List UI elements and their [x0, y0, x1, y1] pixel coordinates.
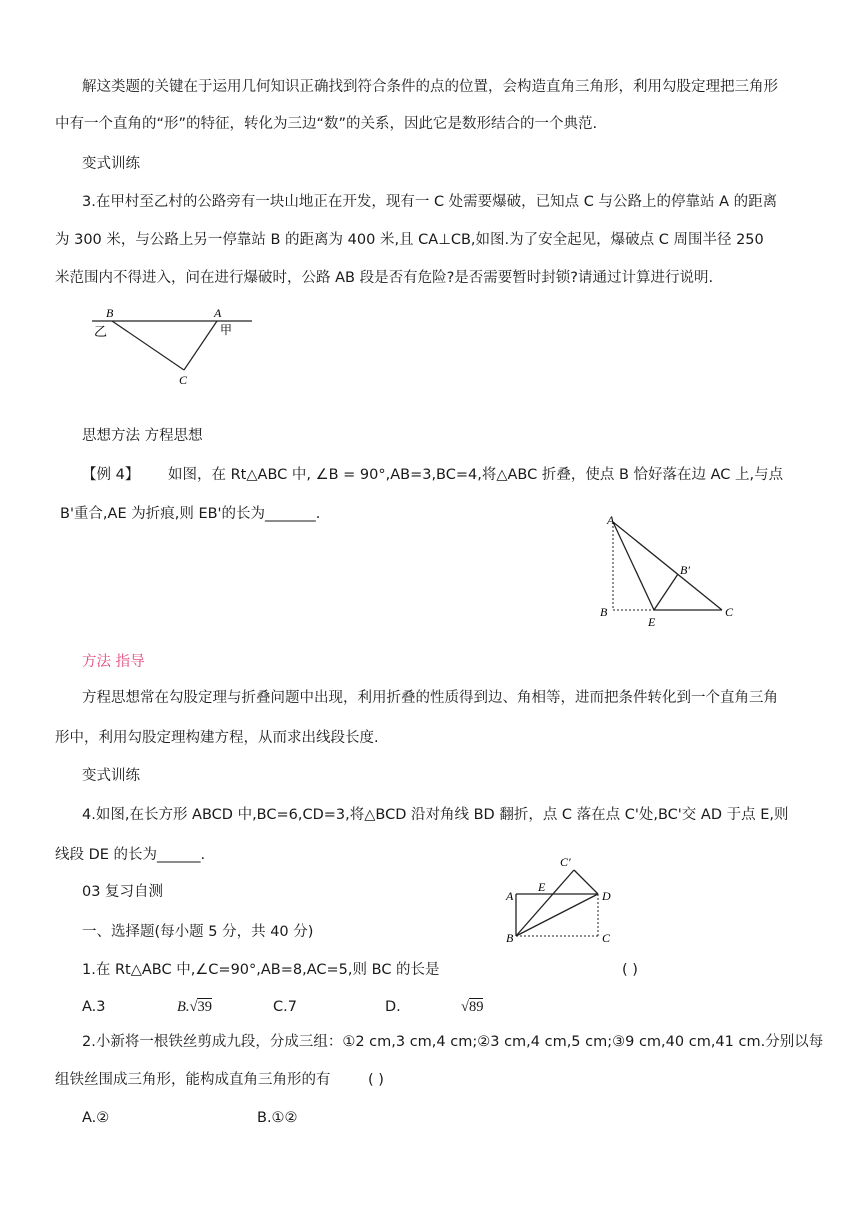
training-heading-2: 变式训练 [82, 768, 140, 784]
q3-line-3: 米范围内不得进入，问在进行爆破时，公路 AB 段是否有危险?是否需要暂时封锁?请通过计算进行说明. [55, 270, 714, 286]
ex4-fig-label-e: E [648, 615, 656, 629]
q2-option-a: A.② [82, 1110, 110, 1126]
guide-line-2: 形中，利用勾股定理构建方程，从而求出线段长度. [55, 730, 379, 746]
method-heading: 思想方法 方程思想 [82, 428, 203, 444]
q3-fig-label-b: B [106, 306, 114, 320]
example4-line-1: 如图，在 Rt△ABC 中, ∠B = 90°,AB=3,BC=4,将△ABC 折叠，使点 B 恰好落在边 AC 上,与点 [168, 467, 784, 483]
q4-line-1: 4.如图,在长方形 ABCD 中,BC=6,CD=3,将△BCD 沿对角线 BD 翻折，点 C 落在点 C'处,BC'交 AD 于点 E,则 [82, 807, 789, 823]
q3-fig-label-yi: 乙 [94, 325, 108, 340]
review-heading: 03 复习自测 [82, 884, 164, 900]
choice-heading: 一、选择题(每小题 5 分，共 40 分) [82, 924, 314, 940]
ex4-fig-label-bp: B′ [680, 563, 690, 577]
q1-option-c: C.7 [273, 999, 297, 1015]
ex4-fig-label-b: B [600, 605, 608, 619]
q3-figure [82, 300, 262, 390]
q4-fig-label-d: D [602, 889, 611, 903]
example4-line-2: B'重合,AE 为折痕,则 EB'的长为_______. [60, 506, 321, 522]
guide-line-1: 方程思想常在勾股定理与折叠问题中出现，利用折叠的性质得到边、角相等，进而把条件转化到一个直角三角 [82, 690, 778, 706]
intro-line-2: 中有一个直角的“形”的特征，转化为三边“数”的关系，因此它是数形结合的一个典范. [55, 116, 598, 132]
q1-option-d-value: 89 [468, 999, 484, 1015]
guide-heading: 方法 指导 [82, 654, 145, 670]
q1-option-b [177, 997, 212, 1017]
ex4-fig-label-a: A [607, 513, 615, 527]
q1-option-b-value: 39 [197, 999, 212, 1015]
q3-line-1: 3.在甲村至乙村的公路旁有一块山地正在开发，现有一 C 处需要爆破，已知点 C 与公路上的停靠站 A 的距离 [82, 194, 778, 210]
q2-answer-paren: ( ) [368, 1072, 384, 1088]
q2-option-b: B.①② [257, 1110, 298, 1126]
training-heading-1: 变式训练 [82, 156, 140, 172]
sqrt-icon: √ [461, 999, 469, 1015]
q4-fig-label-c: C [602, 931, 611, 945]
q2-line-1: 2.小新将一根铁丝剪成九段，分成三组：①2 cm,3 cm,4 cm;②3 cm,4 cm,5 cm;③9 cm,40 cm,41 cm.分别以每 [82, 1034, 824, 1050]
q1-option-d-label: D. [385, 999, 401, 1015]
q3-line-2: 为 300 米，与公路上另一停靠站 B 的距离为 400 米,且 CA⊥CB,如图.为了安全起见，爆破点 C 周围半径 250 [55, 232, 764, 248]
q1-option-a: A.3 [82, 999, 106, 1015]
q3-fig-label-a: A [214, 306, 222, 320]
q4-line-2: 线段 DE 的长为______. [55, 847, 206, 863]
q1-text: 1.在 Rt△ABC 中,∠C=90°,AB=8,AC=5,则 BC 的长是 [82, 962, 440, 978]
q2-line-2: 组铁丝围成三角形，能构成直角三角形的有 [55, 1072, 331, 1088]
q3-fig-label-c: C [179, 373, 188, 387]
q1-answer-paren: ( ) [622, 962, 638, 978]
q4-fig-label-cp: C′ [560, 855, 571, 869]
ex4-fig-label-c: C [725, 605, 734, 619]
q4-fig-label-b: B [506, 931, 514, 945]
q3-fig-label-jia: 甲 [220, 323, 233, 337]
q4-fig-label-e: E [538, 880, 546, 894]
example4-figure [596, 512, 746, 630]
q4-figure [498, 848, 628, 948]
sqrt-icon: √ [189, 999, 198, 1015]
q1-option-d [461, 997, 483, 1017]
example4-tag: 【例 4】 [82, 467, 140, 483]
q1-option-b-label: B. [177, 999, 190, 1015]
q4-fig-label-a: A [506, 889, 514, 903]
intro-line-1: 解这类题的关键在于运用几何知识正确找到符合条件的点的位置，会构造直角三角形，利用勾股定理把三角形 [82, 79, 778, 95]
